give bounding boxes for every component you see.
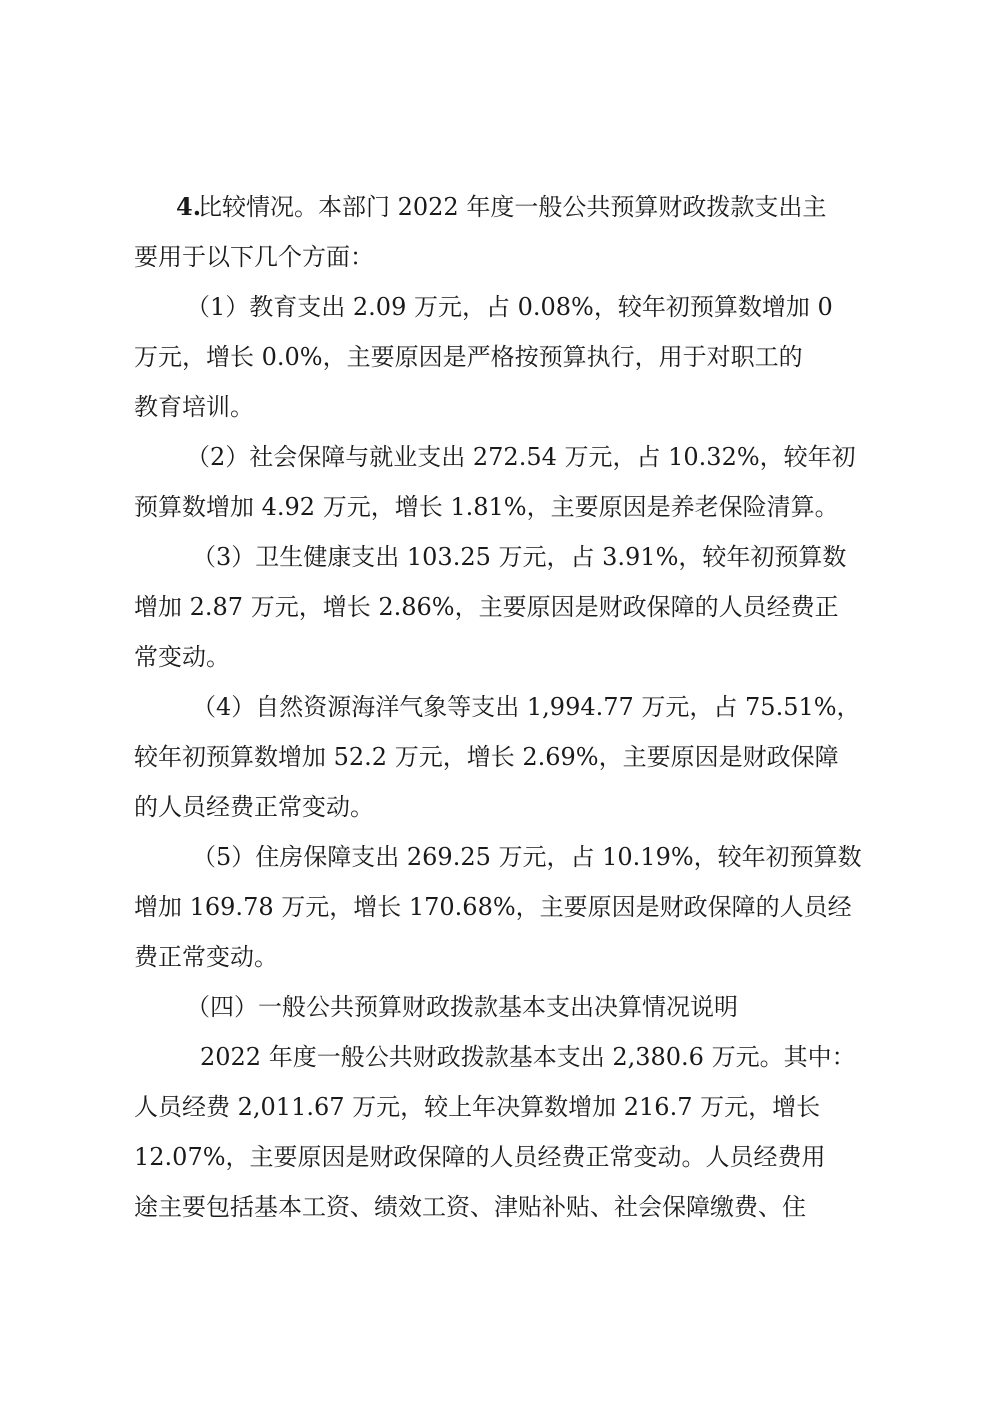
text-line <box>0 288 992 326</box>
text-segment: 费正常变动。 <box>134 943 278 971</box>
text-segment: 增加 2.87 万元，增长 2.86%，主要原因是财政保障的人员经费正 <box>134 593 839 621</box>
text-line <box>0 738 992 776</box>
text-segment: 万元，增长 0.0%，主要原因是严格按预算执行，用于对职工的 <box>134 343 803 371</box>
text-line <box>0 838 992 876</box>
text-line <box>0 238 992 276</box>
list-number: 4. <box>176 192 202 221</box>
text-line <box>0 588 992 626</box>
text-line <box>0 1188 992 1226</box>
text-line <box>0 188 992 226</box>
text-segment: 教育培训。 <box>134 393 254 421</box>
text-segment: （4）自然资源海洋气象等支出 1,994.77 万元，占 75.51%， <box>192 693 861 721</box>
text-segment: 比较情况。本部门 2022 年度一般公共预算财政拨款支出主 <box>198 193 827 221</box>
text-segment: 途主要包括基本工资、绩效工资、津贴补贴、社会保障缴费、住 <box>134 1193 806 1221</box>
text-line <box>0 788 992 826</box>
text-line <box>0 1038 992 1076</box>
text-segment: 2022 年度一般公共财政拨款基本支出 2,380.6 万元。其中： <box>200 1043 856 1071</box>
text-line <box>0 388 992 426</box>
text-segment: 常变动。 <box>134 643 230 671</box>
text-segment: 增加 169.78 万元，增长 170.68%，主要原因是财政保障的人员经 <box>134 893 852 921</box>
text-segment: 预算数增加 4.92 万元，增长 1.81%，主要原因是养老保险清算。 <box>134 493 839 521</box>
text-line <box>0 888 992 926</box>
text-line <box>0 438 992 476</box>
text-segment: 的人员经费正常变动。 <box>134 793 374 821</box>
text-segment: 较年初预算数增加 52.2 万元，增长 2.69%，主要原因是财政保障 <box>134 743 839 771</box>
text-segment: 要用于以下几个方面： <box>134 243 374 271</box>
section-heading <box>0 988 992 1026</box>
text-segment: （2）社会保障与就业支出 272.54 万元，占 10.32%，较年初 <box>186 443 856 471</box>
text-segment: 12.07%，主要原因是财政保障的人员经费正常变动。人员经费用 <box>134 1143 826 1171</box>
text-line <box>0 338 992 376</box>
text-line <box>0 638 992 676</box>
text-line <box>0 688 992 726</box>
text-segment: （1）教育支出 2.09 万元，占 0.08%，较年初预算数增加 0 <box>186 293 833 321</box>
text-segment: （5）住房保障支出 269.25 万元，占 10.19%，较年初预算数 <box>192 843 862 871</box>
text-line <box>0 488 992 526</box>
text-line <box>0 938 992 976</box>
heading-text: （四）一般公共预算财政拨款基本支出决算情况说明 <box>186 993 738 1021</box>
text-line <box>0 1088 992 1126</box>
text-segment: 人员经费 2,011.67 万元，较上年决算数增加 216.7 万元，增长 <box>134 1093 821 1121</box>
text-line <box>0 538 992 576</box>
text-line <box>0 1138 992 1176</box>
text-segment: （3）卫生健康支出 103.25 万元，占 3.91%，较年初预算数 <box>192 543 847 571</box>
